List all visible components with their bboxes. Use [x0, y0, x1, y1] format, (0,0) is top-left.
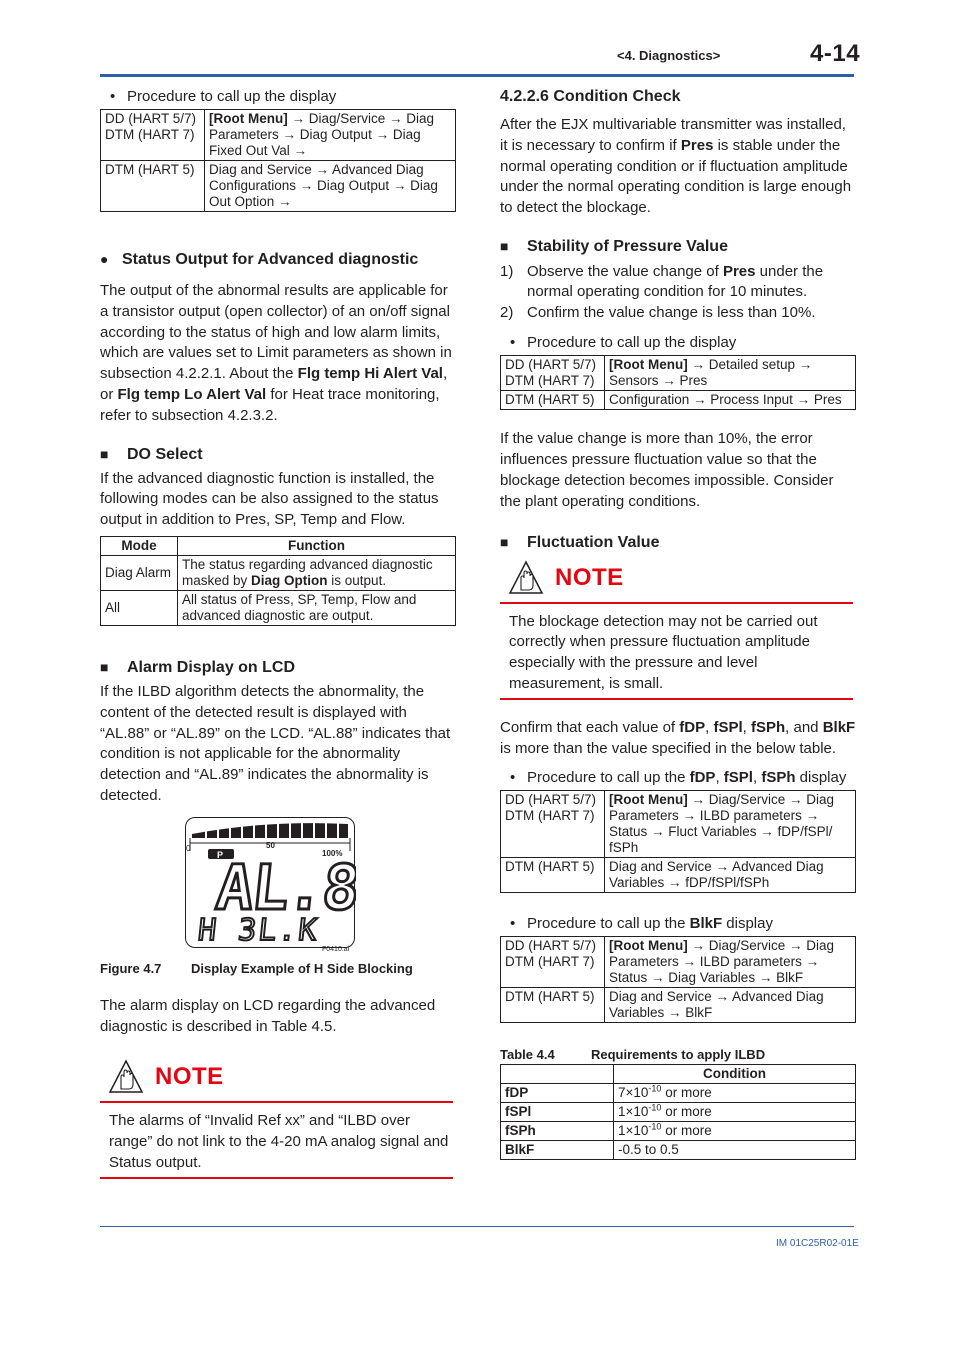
warning-hand-icon	[508, 560, 544, 596]
page-number: 4-14	[810, 40, 861, 67]
table-header-row	[101, 536, 456, 555]
list-item: 1) Observe the value change of Pres under the normal operating condition for 10 minutes.	[500, 262, 824, 301]
procedure-intro: • Procedure to call up the fDP, fSPl, fSPh display	[510, 769, 847, 787]
condition-check-intro: After the EJX multivariable transmitter was installed, it is necessary to confirm if Pres is stable under the normal operating condition or if fluctuation amplitude under the normal operating condition is large enough to detect the blockage.	[500, 116, 852, 217]
do-select-heading: ■ DO Select	[100, 443, 456, 466]
function-cell: All status of Press, SP, Temp, Flow and advanced diagnostic are output.	[178, 590, 456, 625]
fluctuation-heading: ■ Fluctuation Value	[500, 531, 856, 554]
column-header-empty	[501, 1065, 614, 1084]
fluct-procedure-table	[500, 790, 856, 893]
table-row	[501, 1122, 856, 1141]
param-cell: fSPh	[501, 1122, 614, 1141]
table-row	[501, 988, 856, 1023]
left-column	[100, 87, 456, 1179]
table-row	[501, 1103, 856, 1122]
menu-path-cell: [Root Menu] → Detailed setup → Sensors → Pres	[605, 356, 856, 391]
section-heading: 4.2.2.6 Condition Check	[500, 88, 681, 105]
tool-cell: DD (HART 5/7) DTM (HART 7)	[501, 937, 605, 988]
tool-cell: DD (HART 5/7) DTM (HART 7)	[501, 791, 605, 858]
stability-after-text: If the value change is more than 10%, the error influences pressure fluctuation value so that the blockage detection becomes impossible. Consider the plant operating conditions.	[500, 430, 834, 510]
procedure-intro: • Procedure to call up the display	[510, 334, 737, 352]
note-title: NOTE	[555, 563, 624, 591]
table-row	[501, 937, 856, 988]
list-item: 2) Confirm the value change is less than 10%.	[500, 303, 816, 321]
blkf-procedure-table	[500, 936, 856, 1023]
note-title: NOTE	[155, 1063, 224, 1091]
square-bullet-icon: ■	[100, 658, 109, 675]
note-header	[500, 560, 853, 602]
after-figure-text: The alarm display on LCD regarding the advanced diagnostic is described in Table 4.5.	[100, 996, 436, 1035]
note-text: The alarms of “Invalid Ref xx” and “ILBD over range” do not link to the 4-20 mA analog signal and Status output.	[109, 1112, 449, 1171]
menu-path-cell: Diag and Service → Advanced Diag Variables → fDP/fSPl/fSPh	[605, 858, 856, 893]
stability-heading: ■ Stability of Pressure Value	[500, 235, 856, 258]
bullet-circle-icon: ●	[100, 251, 109, 267]
footer-rule	[100, 1226, 854, 1227]
menu-path-cell: [Root Menu] → Diag/Service → Diag Parameters → ILBD parameters → Status → Fluct Variables → fDP/fSPl/ fSPh	[605, 791, 856, 858]
header-rule	[100, 74, 854, 77]
status-output-heading: ● Status Output for Advanced diagnostic	[100, 248, 456, 271]
condition-cell: $1\times 10^{-10}$ or more	[614, 1122, 856, 1141]
note-bottom-rule	[500, 698, 853, 700]
menu-path-cell: Diag and Service → Advanced Diag Configurations → Diag Output → Diag Out Option →	[205, 161, 456, 212]
figure-file-label: F0410.ai	[322, 945, 350, 953]
param-cell: fSPl	[501, 1103, 614, 1122]
tool-cell: DTM (HART 5)	[101, 161, 205, 212]
p-badge-label: P	[217, 849, 224, 860]
note-header	[100, 1059, 453, 1101]
lcd-display-figure	[185, 817, 355, 948]
menu-path-cell: [Root Menu] → Diag/Service → Diag Parameters → Diag Output → Diag Fixed Out Val →	[205, 110, 456, 161]
note-box	[500, 560, 853, 700]
tool-cell: DD (HART 5/7) DTM (HART 7)	[101, 110, 205, 161]
column-header-condition: Condition	[614, 1065, 856, 1084]
table-row	[501, 1141, 856, 1160]
tool-cell: DTM (HART 5)	[501, 858, 605, 893]
table-row	[101, 110, 456, 161]
column-header-mode: Mode	[101, 536, 178, 555]
table-row	[501, 858, 856, 893]
running-header-section: <4. Diagnostics>	[617, 48, 721, 63]
table-row	[501, 1084, 856, 1103]
tool-cell: DTM (HART 5)	[501, 988, 605, 1023]
alarm-display-text: If the ILBD algorithm detects the abnormality, the content of the detected result is displayed with “AL.88” or “AL.89” on the LCD. “AL.88” indicates that condition is not applicable for the abnormality detection and “AL.89” indicates the abnormality is detected.	[100, 682, 451, 804]
condition-cell: -0.5 to 0.5	[614, 1141, 856, 1160]
do-select-table	[100, 536, 456, 626]
alarm-display-heading: ■ Alarm Display on LCD	[100, 656, 456, 679]
note-bottom-rule	[100, 1177, 453, 1179]
menu-path-cell: [Root Menu] → Diag/Service → Diag Parameters → ILBD parameters → Status → Diag Variables → BlkF	[605, 937, 856, 988]
param-cell: BlkF	[501, 1141, 614, 1160]
function-cell: The status regarding advanced diagnostic masked by Diag Option is output.	[178, 555, 456, 590]
ilbd-requirements-table	[500, 1064, 856, 1160]
stability-steps	[500, 262, 856, 324]
lcd-sub-readout: H 3L.K	[196, 912, 321, 948]
square-bullet-icon: ■	[500, 237, 509, 254]
tool-cell: DTM (HART 5)	[501, 391, 605, 410]
status-output-text: The output of the abnormal results are applicable for a transistor output (open collector) of an on/off signal according to the status of high and low alarm limits, which are values set to Limit parameters as shown in subsection 4.2.2.1. About the Flg temp Hi Alert Val, or Flg temp Lo Alert Val for Heat trace monitoring, refer to subsection 4.2.3.2.	[100, 282, 452, 424]
menu-path-cell: Configuration → Process Input → Pres	[605, 391, 856, 410]
table-caption: Table 4.4 Requirements to apply ILBD	[500, 1047, 766, 1063]
note-box	[100, 1059, 453, 1178]
table-row	[501, 356, 856, 391]
column-header-function: Function	[178, 536, 456, 555]
scale-100-label: 100%	[322, 848, 343, 858]
procedure-table	[100, 109, 456, 212]
table-row	[101, 555, 456, 590]
procedure-intro: • Procedure to call up the display	[110, 88, 337, 105]
condition-cell: $1\times 10^{-10}$ or more	[614, 1103, 856, 1122]
mode-cell: Diag Alarm	[101, 555, 178, 590]
tool-cell: DD (HART 5/7) DTM (HART 7)	[501, 356, 605, 391]
lcd-main-readout: AL.89	[212, 850, 356, 924]
procedure-intro: • Procedure to call up the BlkF display	[510, 915, 773, 933]
fluctuation-confirm-text: Confirm that each value of fDP, fSPl, fSPh, and BlkF is more than the value specified in the below table.	[500, 718, 856, 757]
menu-path-cell: Diag and Service → Advanced Diag Variables → BlkF	[605, 988, 856, 1023]
scale-0-label: 0	[186, 843, 191, 853]
document-id: IM 01C25R02-01E	[776, 1238, 859, 1249]
condition-cell: $7\times 10^{-10}$ or more	[614, 1084, 856, 1103]
mode-cell: All	[101, 590, 178, 625]
lcd-artwork	[186, 818, 356, 949]
square-bullet-icon: ■	[100, 445, 109, 462]
do-select-text: If the advanced diagnostic function is installed, the following modes can be also assigned to the status output in addition to Pres, SP, Temp and Flow.	[100, 469, 439, 529]
table-row	[501, 791, 856, 858]
pres-procedure-table	[500, 355, 856, 410]
right-column	[500, 87, 856, 1160]
square-bullet-icon: ■	[500, 533, 509, 550]
table-row	[101, 590, 456, 625]
table-row	[501, 391, 856, 410]
table-row	[101, 161, 456, 212]
note-text: The blockage detection may not be carried out correctly when pressure fluctuation amplitude especially with the pressure and level measurement, is small.	[509, 612, 818, 693]
param-cell: fDP	[501, 1084, 614, 1103]
table-header-row	[501, 1065, 856, 1084]
scale-50-label: 50	[266, 840, 275, 850]
warning-hand-icon	[108, 1059, 144, 1095]
figure-caption: Figure 4.7 Display Example of H Side Blocking	[100, 960, 413, 976]
